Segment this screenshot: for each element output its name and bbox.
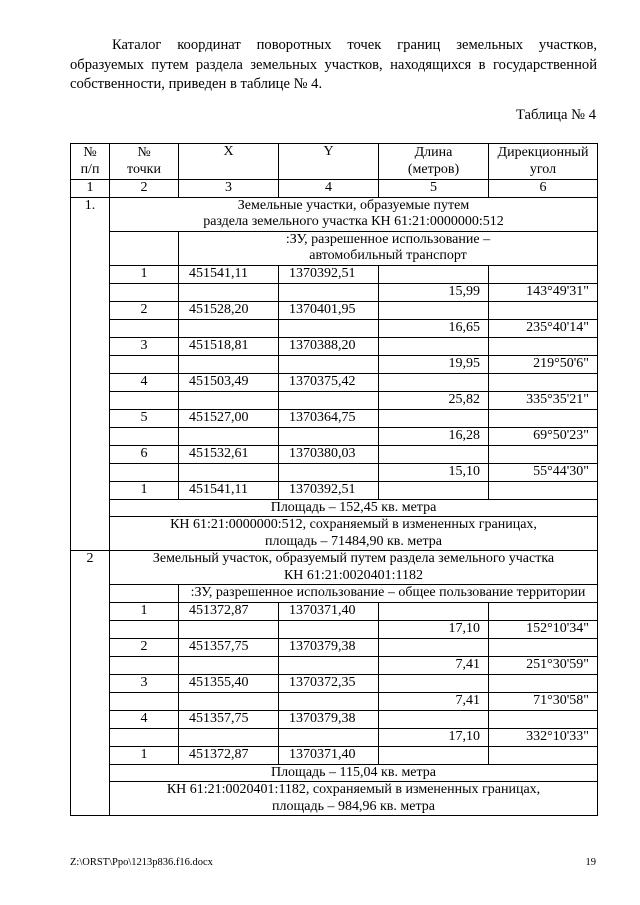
segment-length: 15,10 — [379, 463, 489, 481]
segment-length: 25,82 — [379, 391, 489, 409]
direction-angle: 71°30'58" — [489, 692, 598, 710]
point-number: 1 — [110, 481, 179, 499]
coord-x: 451527,00 — [179, 409, 279, 427]
segment-length: 15,99 — [379, 283, 489, 301]
point-number: 1 — [110, 265, 179, 283]
area-text: Площадь – 152,45 кв. метра — [110, 499, 598, 517]
table-row-segment — [71, 463, 598, 481]
footer-file-path: Z:\ORST\Ppo\1213p836.f16.docx — [70, 857, 213, 868]
header-angle: Дирекционный угол — [489, 144, 598, 180]
point-number: 4 — [110, 373, 179, 391]
point-number: 1 — [110, 746, 179, 764]
header-y: Y — [279, 144, 379, 180]
table-row-point — [71, 674, 598, 692]
segment-length: 17,10 — [379, 728, 489, 746]
direction-angle: 69°50'23" — [489, 427, 598, 445]
intro-paragraph — [70, 36, 597, 95]
table-row-point — [71, 602, 598, 620]
point-number: 1 — [110, 602, 179, 620]
coord-y: 1370371,40 — [279, 746, 379, 764]
table-row-point — [71, 746, 598, 764]
table-row-segment — [71, 283, 598, 301]
header-x: X — [179, 144, 279, 180]
coord-y: 1370364,75 — [279, 409, 379, 427]
table-row-point — [71, 710, 598, 728]
direction-angle: 335°35'21" — [489, 391, 598, 409]
coord-x: 451528,20 — [179, 301, 279, 319]
point-number: 6 — [110, 445, 179, 463]
direction-angle: 143°49'31" — [489, 283, 598, 301]
direction-angle: 55°44'30" — [489, 463, 598, 481]
coordinates-table — [70, 143, 598, 816]
table-row-segment — [71, 692, 598, 710]
table-row-point — [71, 638, 598, 656]
column-numbers-row — [71, 180, 598, 198]
coord-x: 451518,81 — [179, 337, 279, 355]
header-n-point: № точки — [110, 144, 179, 180]
segment-length: 7,41 — [379, 656, 489, 674]
direction-angle: 219°50'6" — [489, 355, 598, 373]
column-number: 5 — [379, 180, 489, 198]
remaining-parcel-text: КН 61:21:0000000:512, сохраняемый в измененных границах, площадь – 71484,90 кв. метра — [110, 517, 598, 551]
coord-x: 451355,40 — [179, 674, 279, 692]
coord-x: 451503,49 — [179, 373, 279, 391]
direction-angle: 152°10'34" — [489, 620, 598, 638]
coord-y: 1370379,38 — [279, 638, 379, 656]
direction-angle: 235°40'14" — [489, 319, 598, 337]
column-number: 4 — [279, 180, 379, 198]
coord-y: 1370392,51 — [279, 265, 379, 283]
remaining-parcel-text: КН 61:21:0020401:1182, сохраняемый в измененных границах, площадь – 984,96 кв. метра — [110, 782, 598, 816]
section-subtitle-row — [71, 585, 598, 603]
table-row-segment — [71, 391, 598, 409]
coord-x: 451372,87 — [179, 746, 279, 764]
footer-page-number: 19 — [585, 857, 596, 868]
remaining-parcel-row — [71, 517, 598, 551]
coord-y: 1370401,95 — [279, 301, 379, 319]
direction-angle: 332°10'33" — [489, 728, 598, 746]
area-row — [71, 764, 598, 782]
area-text: Площадь – 115,04 кв. метра — [110, 764, 598, 782]
point-number: 5 — [110, 409, 179, 427]
point-number: 2 — [110, 301, 179, 319]
section-subtitle: :ЗУ, разрешенное использование – общее пользование территории — [179, 585, 598, 603]
table-row-segment — [71, 427, 598, 445]
coord-x: 451532,61 — [179, 445, 279, 463]
section-subtitle-row — [71, 231, 598, 265]
column-number: 3 — [179, 180, 279, 198]
table-row-point — [71, 337, 598, 355]
point-number: 4 — [110, 710, 179, 728]
section-number: 1. — [71, 197, 110, 551]
table-body — [71, 197, 598, 816]
table-row-point — [71, 301, 598, 319]
segment-length: 19,95 — [379, 355, 489, 373]
segment-length: 16,28 — [379, 427, 489, 445]
point-number: 3 — [110, 337, 179, 355]
coord-y: 1370375,42 — [279, 373, 379, 391]
table-row-point — [71, 265, 598, 283]
direction-angle: 251°30'59" — [489, 656, 598, 674]
point-number: 3 — [110, 674, 179, 692]
table-row-segment — [71, 656, 598, 674]
coord-x: 451541,11 — [179, 481, 279, 499]
coord-x: 451372,87 — [179, 602, 279, 620]
section-number: 2 — [71, 551, 110, 816]
table-row-point — [71, 409, 598, 427]
coord-y: 1370380,03 — [279, 445, 379, 463]
segment-length: 16,65 — [379, 319, 489, 337]
column-number: 1 — [71, 180, 110, 198]
coord-y: 1370372,35 — [279, 674, 379, 692]
header-row — [71, 144, 598, 180]
intro-text: Каталог координат поворотных точек границ земельных участков, образуемых путем раздела земельных участков, находящихся в государственной собственности, приведен в таблице № 4. — [70, 37, 597, 92]
coord-x: 451357,75 — [179, 710, 279, 728]
table-row-point — [71, 373, 598, 391]
point-number: 2 — [110, 638, 179, 656]
section-title: Земельные участки, образуемые путем раздела земельного участка КН 61:21:0000000:512 — [110, 197, 598, 231]
table-row-segment — [71, 728, 598, 746]
table-caption: Таблица № 4 — [516, 107, 596, 123]
section-title-row — [71, 197, 598, 231]
table-row-point — [71, 481, 598, 499]
column-number: 2 — [110, 180, 179, 198]
coord-y: 1370379,38 — [279, 710, 379, 728]
coord-y: 1370388,20 — [279, 337, 379, 355]
table-row-segment — [71, 319, 598, 337]
table-row-segment — [71, 620, 598, 638]
segment-length: 7,41 — [379, 692, 489, 710]
coord-y: 1370371,40 — [279, 602, 379, 620]
column-number: 6 — [489, 180, 598, 198]
section-subtitle: :ЗУ, разрешенное использование – автомобильный транспорт — [179, 231, 598, 265]
area-row — [71, 499, 598, 517]
coord-x: 451541,11 — [179, 265, 279, 283]
coord-x: 451357,75 — [179, 638, 279, 656]
header-length: Длина (метров) — [379, 144, 489, 180]
remaining-parcel-row — [71, 782, 598, 816]
coord-y: 1370392,51 — [279, 481, 379, 499]
table-row-segment — [71, 355, 598, 373]
section-title-row — [71, 551, 598, 585]
segment-length: 17,10 — [379, 620, 489, 638]
header-n-pp: № п/п — [71, 144, 110, 180]
table-row-point — [71, 445, 598, 463]
section-title: Земельный участок, образуемый путем раздела земельного участка КН 61:21:0020401:1182 — [110, 551, 598, 585]
